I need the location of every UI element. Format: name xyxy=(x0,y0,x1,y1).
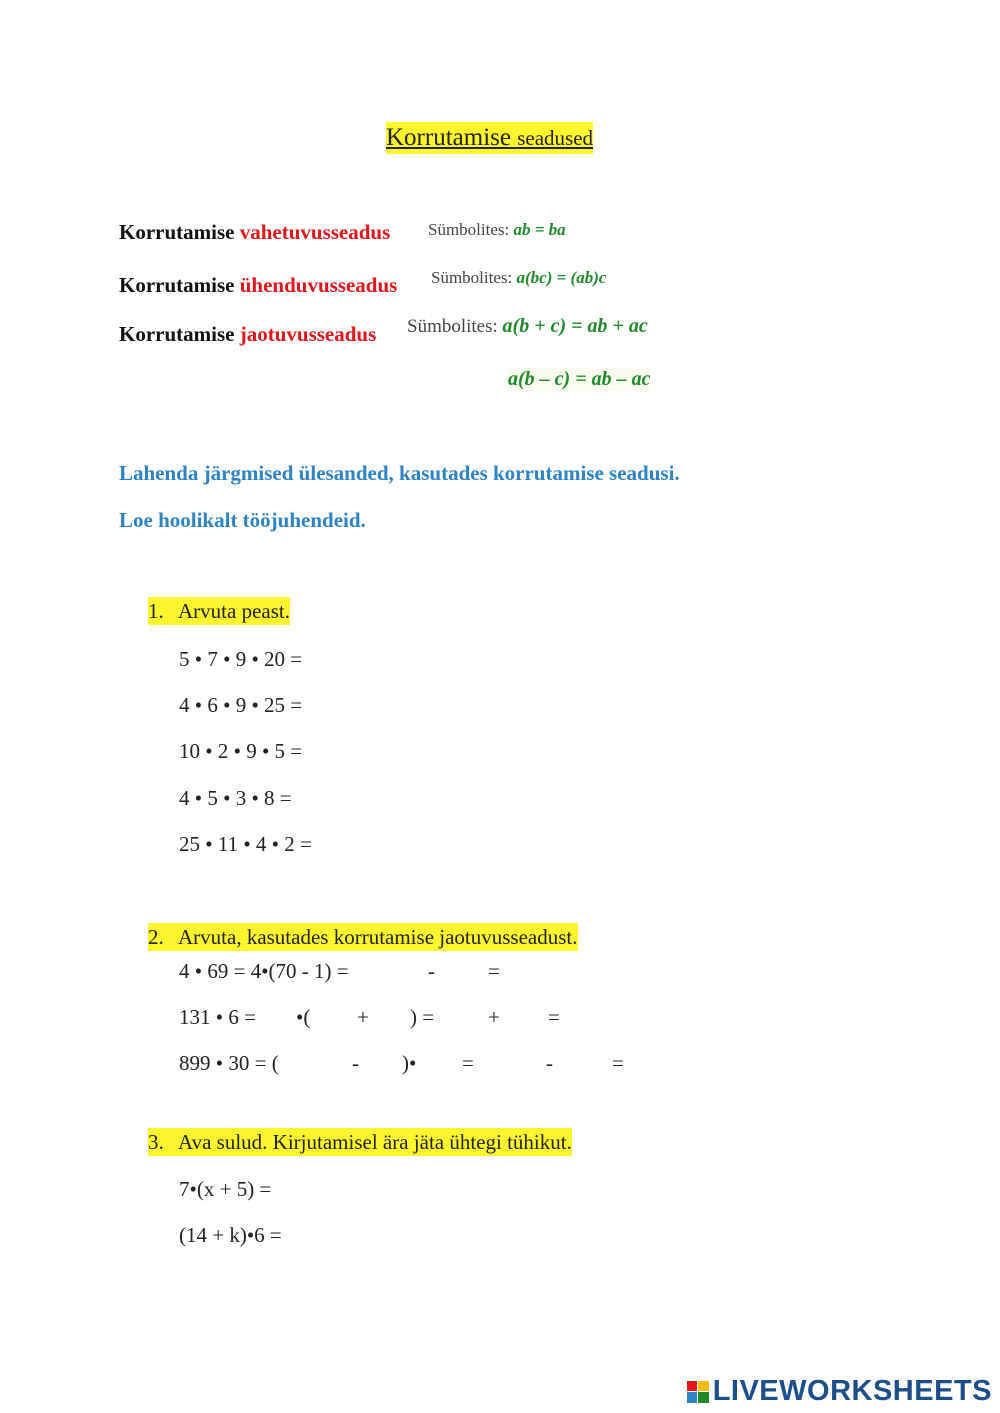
task3-heading xyxy=(148,1128,572,1156)
task1-item: 4 • 6 • 9 • 25 = xyxy=(179,693,303,717)
task-number: 3. xyxy=(148,1130,164,1154)
formula: a(b – c) = ab – ac xyxy=(508,368,651,390)
task-title: Arvuta peast. xyxy=(178,599,290,623)
law-prefix: Korrutamise xyxy=(119,220,235,244)
extra-formula xyxy=(508,368,650,391)
task2-row2-op: •( xyxy=(296,1005,311,1029)
task3-item: 7•(x + 5) = xyxy=(179,1177,272,1201)
task-number: 1. xyxy=(148,599,164,623)
task1-item: 10 • 2 • 9 • 5 = xyxy=(179,739,303,763)
task2-row3-op: = xyxy=(462,1051,474,1075)
symbols-label: Sümbolites: xyxy=(428,220,510,239)
title-main: Korrutamise xyxy=(386,124,511,151)
liveworksheets-logo xyxy=(687,1375,992,1408)
task2-row2-op: = xyxy=(548,1005,560,1029)
symbols-label: Sümbolites: xyxy=(431,268,513,287)
task2-row1-op: = xyxy=(488,959,500,983)
law-prefix: Korrutamise xyxy=(119,273,235,297)
task2-row3-expr: 899 • 30 = ( xyxy=(179,1051,279,1075)
law-prefix: Korrutamise xyxy=(119,322,235,346)
logo-mark-icon xyxy=(687,1381,709,1403)
task3-item: (14 + k)•6 = xyxy=(179,1223,282,1247)
task2-row1-op: - xyxy=(428,959,435,983)
law-distributive-symbols xyxy=(407,315,648,338)
task1-item: 5 • 7 • 9 • 20 = xyxy=(179,647,303,671)
task2-row3-op: )• xyxy=(402,1051,417,1075)
instruction-2: Loe hoolikalt tööjuhendeid. xyxy=(119,508,366,532)
law-name: vahetuvusseadus xyxy=(239,220,391,244)
instruction-1: Lahenda järgmised ülesanded, kasutades korrutamise seadusi. xyxy=(119,461,680,485)
task1-item: 25 • 11 • 4 • 2 = xyxy=(179,832,312,856)
task2-row1-expr: 4 • 69 = 4•(70 - 1) = xyxy=(179,959,349,983)
symbols-label: Sümbolites: xyxy=(407,316,498,337)
page-title xyxy=(386,122,593,154)
formula: a(bc) = (ab)c xyxy=(516,268,607,287)
task2-row2-expr: 131 • 6 = xyxy=(179,1005,256,1029)
task1-heading xyxy=(148,597,290,625)
brand-name: LIVEWORKSHEETS xyxy=(712,1375,992,1407)
task-title: Ava sulud. Kirjutamisel ära jäta ühtegi tühikut. xyxy=(178,1130,572,1154)
task2-row2-op: ) = xyxy=(410,1005,435,1029)
law-associative-symbols xyxy=(431,268,606,288)
task2-row3-op: = xyxy=(612,1051,624,1075)
law-distributive xyxy=(119,322,376,347)
law-commutative xyxy=(119,220,390,245)
formula: a(b + c) = ab + ac xyxy=(502,315,648,337)
law-associative xyxy=(119,273,397,298)
task2-row2-op: + xyxy=(357,1005,369,1029)
task-title: Arvuta, kasutades korrutamise jaotuvusseadust. xyxy=(178,925,578,949)
task2-row2-op: + xyxy=(488,1005,500,1029)
law-name: jaotuvusseadus xyxy=(239,322,377,346)
task1-item: 4 • 5 • 3 • 8 = xyxy=(179,786,292,810)
title-small: seadused xyxy=(517,126,594,150)
task2-row3-op: - xyxy=(546,1051,553,1075)
law-commutative-symbols xyxy=(428,220,566,240)
formula: ab = ba xyxy=(513,220,566,239)
task2-heading xyxy=(148,923,578,951)
task-number: 2. xyxy=(148,925,164,949)
task2-row3-op: - xyxy=(352,1051,359,1075)
law-name: ühenduvusseadus xyxy=(239,273,398,297)
